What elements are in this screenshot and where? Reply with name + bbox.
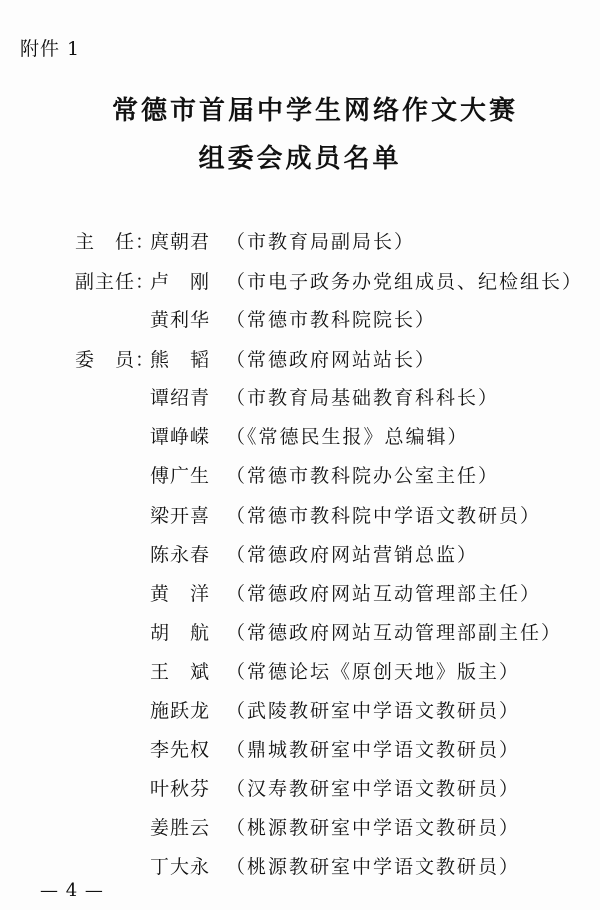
member-title: （常德政府网站站长） bbox=[226, 349, 437, 371]
member-title: （市教育局基础教育科科长） bbox=[226, 387, 500, 409]
member-title: （常德市教科院中学语文教研员） bbox=[226, 505, 542, 527]
member-title: （常德市教科院院长） bbox=[226, 309, 437, 331]
member-name: 梁开喜 bbox=[150, 505, 211, 527]
member-name: 丁大永 bbox=[150, 856, 211, 878]
member-name: 卢 刚 bbox=[150, 271, 211, 293]
attachment-label: 附件 1 bbox=[20, 38, 81, 60]
member-title: （鼎城教研室中学语文教研员） bbox=[226, 739, 521, 761]
member-name: 叶秋芬 bbox=[150, 778, 211, 800]
member-name: 庹朝君 bbox=[150, 231, 211, 253]
member-title: （汉寿教研室中学语文教研员） bbox=[226, 778, 521, 800]
role-label-vice-chair: 副主任： bbox=[75, 271, 156, 293]
page-number: — 4 — bbox=[40, 880, 104, 901]
member-name: 李先权 bbox=[150, 739, 211, 761]
member-title: （武陵教研室中学语文教研员） bbox=[226, 700, 521, 722]
member-name: 王 斌 bbox=[150, 661, 211, 683]
member-title: （桃源教研室中学语文教研员） bbox=[226, 856, 521, 878]
role-label-chair: 主 任： bbox=[75, 231, 156, 253]
member-title: （常德政府网站营销总监） bbox=[226, 544, 479, 566]
document-subtitle: 组委会成员名单 bbox=[198, 144, 402, 174]
member-title: （市电子政务办党组成员、纪检组长） bbox=[226, 271, 584, 293]
member-title: （桃源教研室中学语文教研员） bbox=[226, 817, 521, 839]
member-name: 谭峥嵘 bbox=[150, 426, 211, 448]
member-name: 施跃龙 bbox=[150, 700, 211, 722]
role-label-member: 委 员： bbox=[75, 349, 156, 371]
member-name: 谭绍青 bbox=[150, 387, 211, 409]
member-title: （常德市教科院办公室主任） bbox=[226, 465, 500, 487]
member-title: （常德政府网站互动管理部副主任） bbox=[226, 622, 563, 644]
member-name: 姜胜云 bbox=[150, 817, 211, 839]
member-title: （常德政府网站互动管理部主任） bbox=[226, 583, 542, 605]
member-name: 黄 洋 bbox=[150, 583, 211, 605]
document-title: 常德市首届中学生网络作文大赛 bbox=[111, 96, 518, 126]
member-title: （常德论坛《原创天地》版主） bbox=[226, 661, 521, 683]
member-name: 熊 韬 bbox=[150, 349, 211, 371]
member-name: 胡 航 bbox=[150, 622, 211, 644]
member-title: （《常德民生报》总编辑） bbox=[226, 426, 469, 448]
member-title: （市教育局副局长） bbox=[226, 231, 416, 253]
member-name: 陈永春 bbox=[150, 544, 211, 566]
member-name: 傅广生 bbox=[150, 465, 211, 487]
member-name: 黄利华 bbox=[150, 309, 211, 331]
